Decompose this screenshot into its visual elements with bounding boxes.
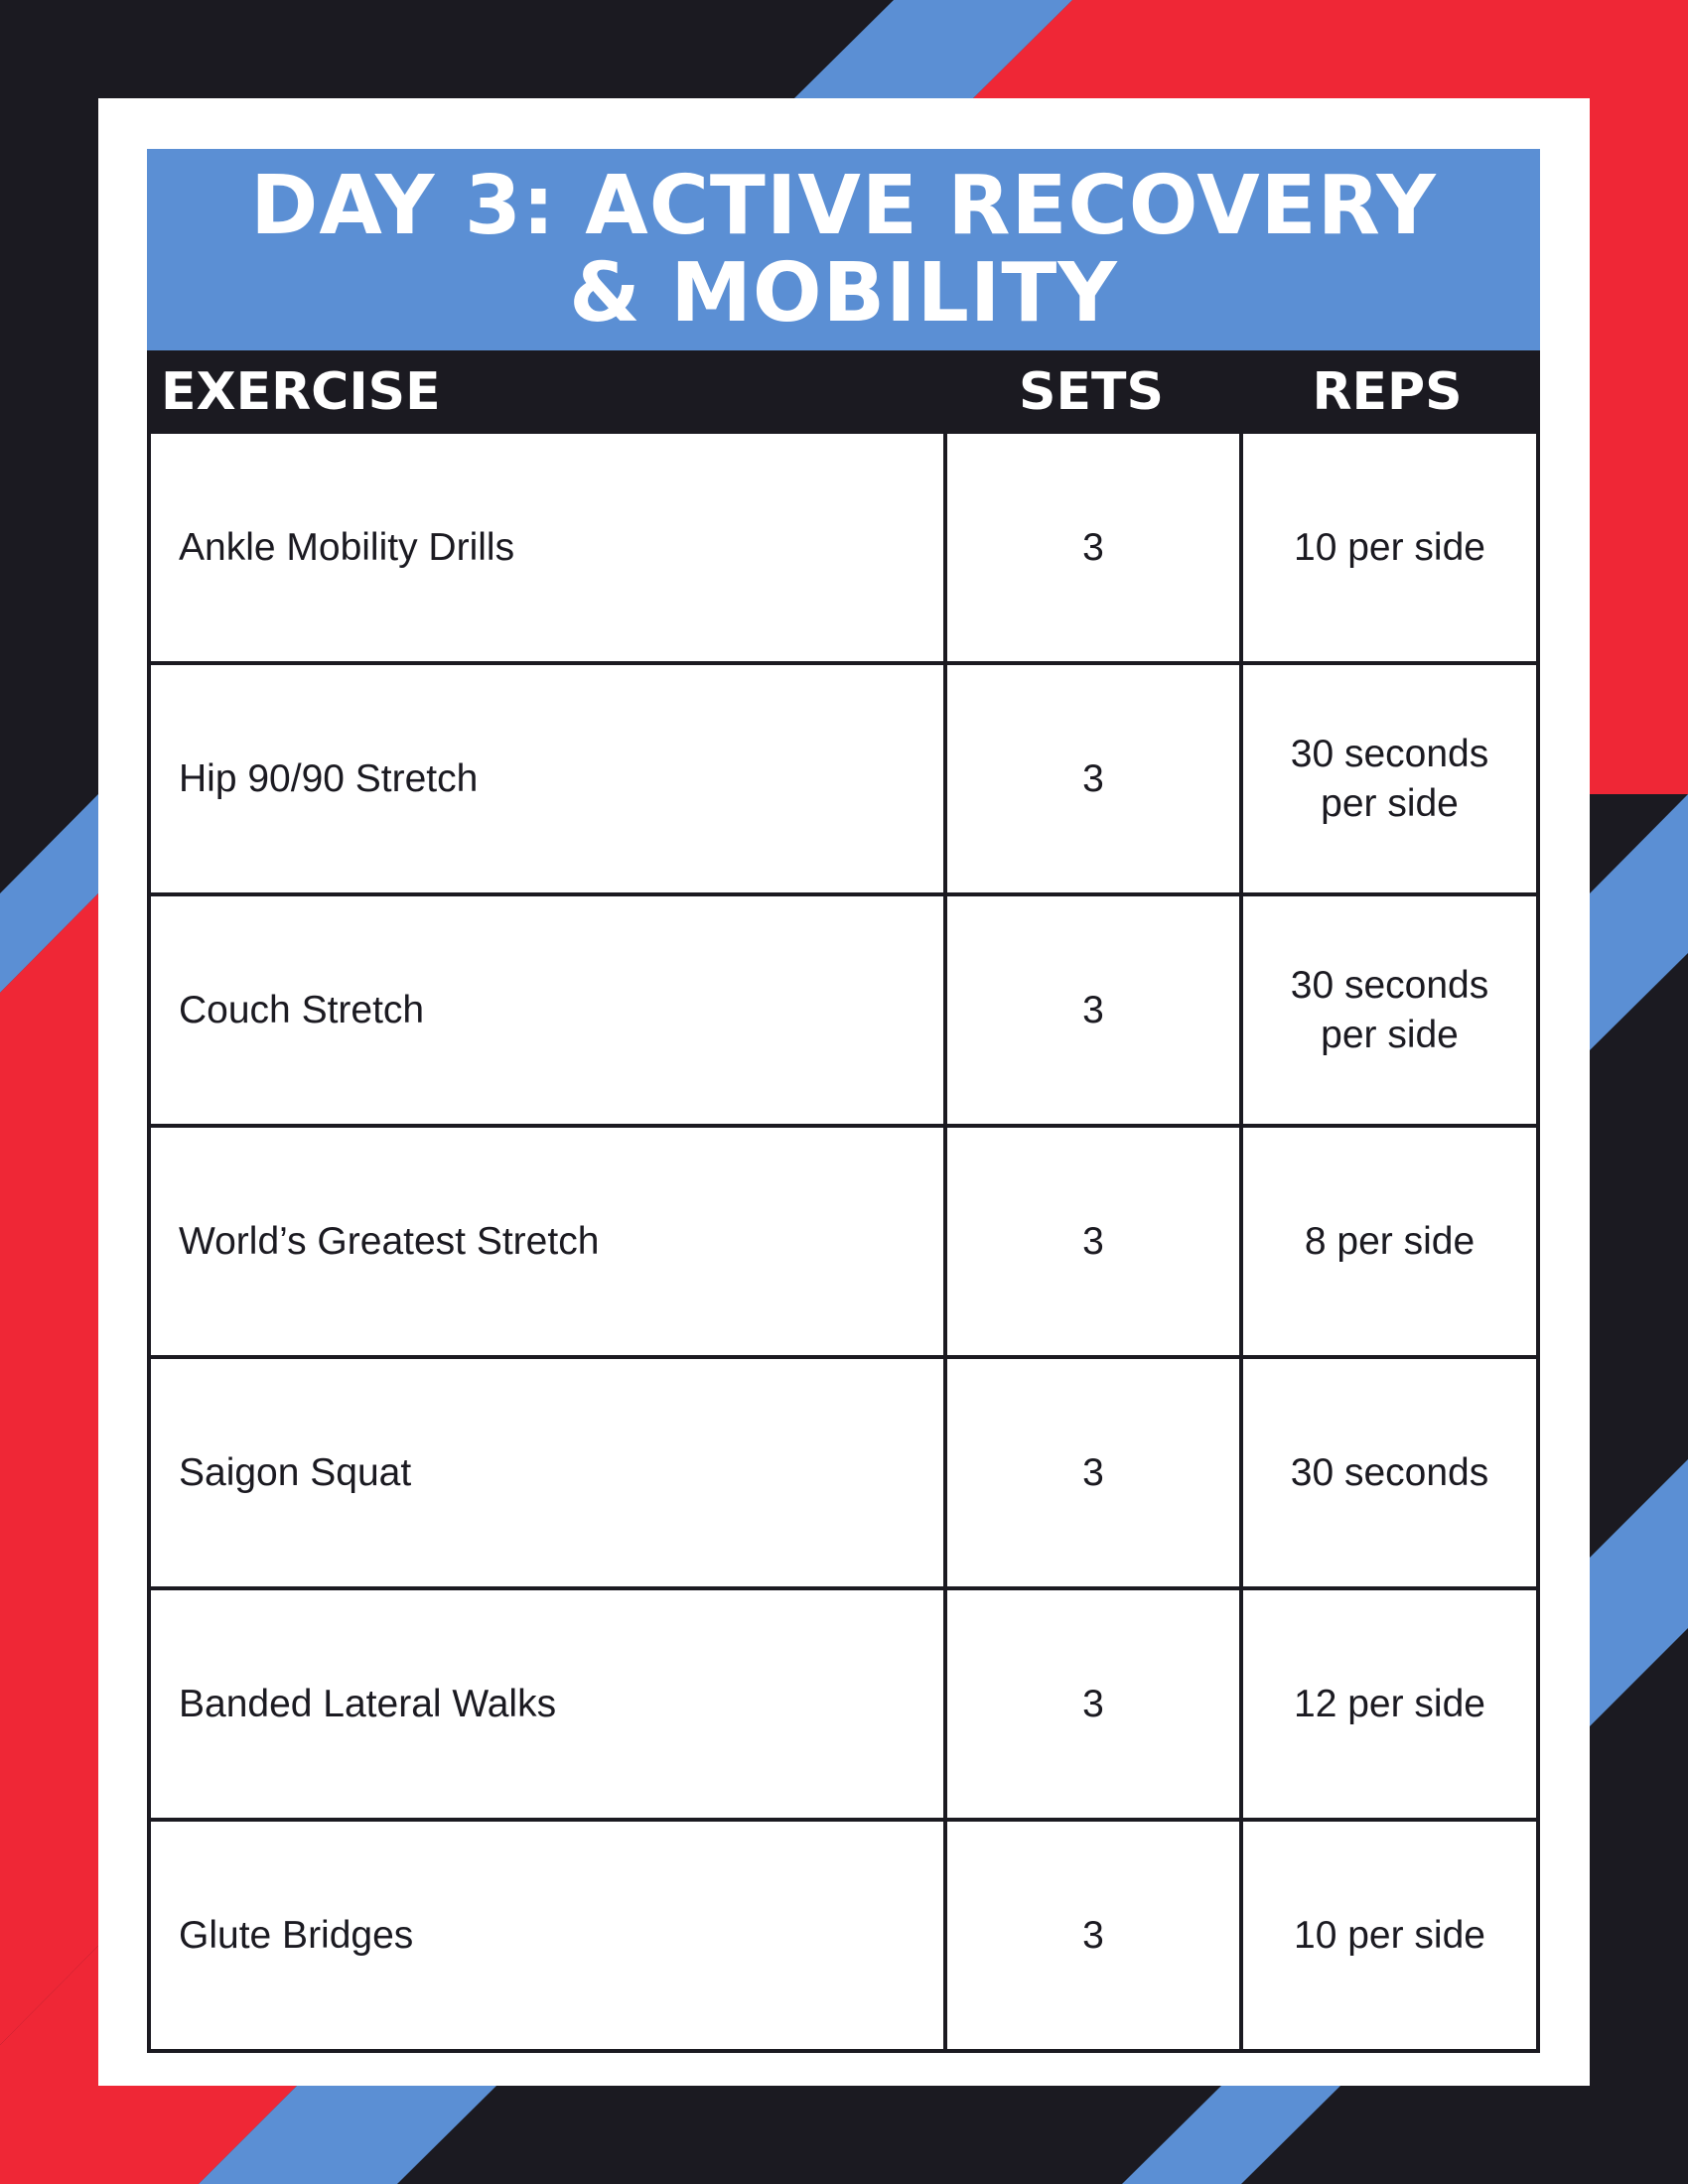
title-banner bbox=[147, 149, 1540, 350]
exercise-cell: Hip 90/90 Stretch bbox=[147, 665, 943, 896]
exercise-cell: Banded Lateral Walks bbox=[147, 1590, 943, 1822]
header-reps: REPS bbox=[1312, 362, 1463, 422]
sets-cell: 3 bbox=[943, 896, 1239, 1128]
reps-text: 30 seconds per side bbox=[1290, 732, 1489, 825]
workout-card bbox=[98, 98, 1590, 2086]
reps-cell bbox=[1239, 434, 1540, 665]
table-row bbox=[147, 1590, 1540, 1822]
table-row bbox=[147, 434, 1540, 665]
exercise-cell: Couch Stretch bbox=[147, 896, 943, 1128]
table-row bbox=[147, 1359, 1540, 1590]
reps-cell bbox=[1239, 1822, 1540, 2053]
sets-cell: 3 bbox=[943, 1822, 1239, 2053]
sets-cell: 3 bbox=[943, 1590, 1239, 1822]
reps-cell bbox=[1239, 896, 1540, 1128]
reps-cell bbox=[1239, 1359, 1540, 1590]
table-row bbox=[147, 1822, 1540, 2053]
page-title: DAY 3: ACTIVE RECOVERY & MOBILITY bbox=[250, 158, 1437, 341]
table-row bbox=[147, 1128, 1540, 1359]
reps-cell bbox=[1239, 1128, 1540, 1359]
exercise-table bbox=[147, 434, 1540, 2052]
exercise-cell: Saigon Squat bbox=[147, 1359, 943, 1590]
reps-text: 10 per side bbox=[1294, 525, 1485, 569]
sets-cell: 3 bbox=[943, 1359, 1239, 1590]
sets-cell: 3 bbox=[943, 434, 1239, 665]
reps-text: 12 per side bbox=[1294, 1682, 1485, 1725]
sets-cell: 3 bbox=[943, 1128, 1239, 1359]
table-row bbox=[147, 665, 1540, 896]
reps-text: 30 seconds bbox=[1290, 1450, 1489, 1494]
exercise-cell: World’s Greatest Stretch bbox=[147, 1128, 943, 1359]
header-exercise: EXERCISE bbox=[161, 362, 441, 422]
table-header bbox=[147, 350, 1540, 434]
reps-text: 8 per side bbox=[1304, 1219, 1476, 1263]
reps-text: 30 seconds per side bbox=[1290, 963, 1489, 1056]
reps-text: 10 per side bbox=[1294, 1913, 1485, 1957]
exercise-cell: Ankle Mobility Drills bbox=[147, 434, 943, 665]
sets-cell: 3 bbox=[943, 665, 1239, 896]
table-row bbox=[147, 896, 1540, 1128]
reps-cell bbox=[1239, 665, 1540, 896]
reps-cell bbox=[1239, 1590, 1540, 1822]
exercise-cell: Glute Bridges bbox=[147, 1822, 943, 2053]
header-sets: SETS bbox=[1019, 362, 1164, 422]
